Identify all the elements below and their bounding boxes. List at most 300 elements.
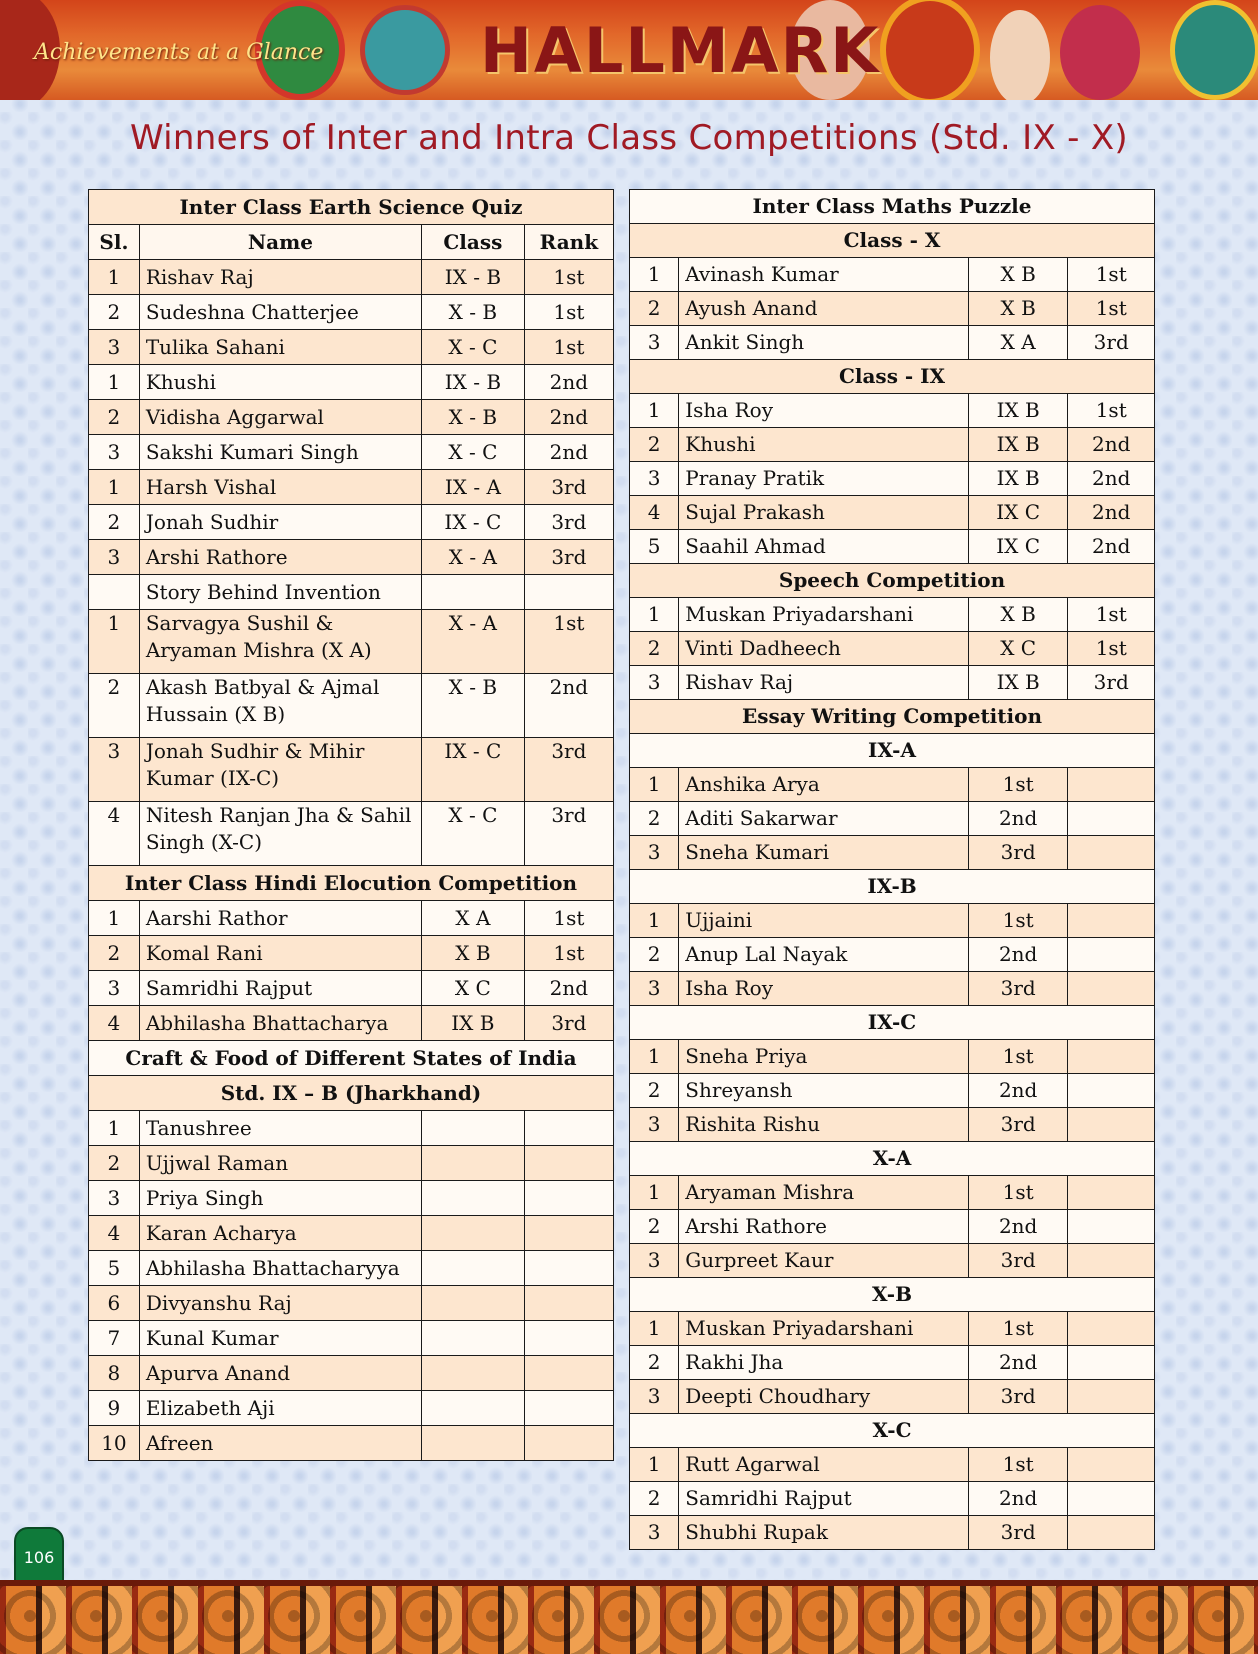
class-cell: IX - C	[422, 505, 525, 540]
name-cell: Vidisha Aggarwal	[139, 400, 421, 435]
rank-cell: 1st	[524, 260, 613, 295]
banner-art-goddess	[880, 0, 980, 100]
class-cell: X A	[968, 326, 1068, 360]
table-row	[89, 1111, 614, 1146]
name-cell: Rishav Raj	[679, 666, 969, 700]
serial-cell: 2	[630, 428, 679, 462]
rank-cell: 1st	[524, 610, 613, 674]
serial-cell: 3	[630, 1516, 679, 1550]
table-row	[89, 400, 614, 435]
section-title-hindi-elocution: Inter Class Hindi Elocution Competition	[89, 866, 614, 901]
section-header-row	[89, 1041, 614, 1076]
section-header-row	[89, 190, 614, 225]
empty-cell	[1068, 768, 1155, 802]
serial-cell: 2	[89, 674, 140, 738]
empty-cell	[524, 1321, 613, 1356]
group-header-row	[630, 734, 1155, 768]
class-cell: IX C	[968, 530, 1068, 564]
empty-cell	[1068, 1210, 1155, 1244]
serial-cell: 1	[89, 470, 140, 505]
banner-tagline: Achievements at a Glance	[34, 40, 324, 65]
rank-cell: 1st	[1068, 394, 1155, 428]
serial-cell: 8	[89, 1356, 140, 1391]
rank-cell: 2nd	[968, 1482, 1068, 1516]
rank-cell: 3rd	[968, 836, 1068, 870]
rank-cell: 1st	[524, 936, 613, 971]
rank-cell: 3rd	[524, 738, 613, 802]
table-row	[89, 330, 614, 365]
page-number: 106	[14, 1527, 64, 1585]
serial-cell: 4	[630, 496, 679, 530]
column-header-name: Name	[139, 225, 421, 260]
section-title-speech: Speech Competition	[630, 564, 1155, 598]
name-cell: Afreen	[139, 1426, 421, 1461]
serial-cell: 3	[89, 540, 140, 575]
serial-cell: 1	[630, 1176, 679, 1210]
rank-cell: 1st	[1068, 632, 1155, 666]
rank-cell: 1st	[968, 1448, 1068, 1482]
class-cell: IX B	[968, 462, 1068, 496]
empty-cell	[524, 575, 613, 610]
name-cell: Divyanshu Raj	[139, 1286, 421, 1321]
rank-cell: 3rd	[524, 1006, 613, 1041]
column-header-rank: Rank	[524, 225, 613, 260]
serial-cell: 2	[89, 295, 140, 330]
serial-cell: 5	[630, 530, 679, 564]
banner-art-dancer	[990, 10, 1050, 100]
serial-cell: 7	[89, 1321, 140, 1356]
group-label: IX-B	[630, 870, 1155, 904]
name-cell: Jonah Sudhir & Mihir Kumar (IX-C)	[139, 738, 421, 802]
rank-cell: 3rd	[524, 505, 613, 540]
section-header-row	[630, 700, 1155, 734]
table-row	[630, 1312, 1155, 1346]
name-cell: Ujjaini	[679, 904, 969, 938]
empty-cell	[1068, 1312, 1155, 1346]
rank-cell: 1st	[968, 1312, 1068, 1346]
section-header-row	[630, 190, 1155, 224]
empty-cell	[524, 1391, 613, 1426]
table-row	[630, 1244, 1155, 1278]
serial-cell: 1	[630, 1040, 679, 1074]
empty-cell	[422, 575, 525, 610]
name-cell: Aarshi Rathor	[139, 901, 421, 936]
table-row	[630, 496, 1155, 530]
table-row	[630, 1176, 1155, 1210]
class-cell: IX B	[968, 394, 1068, 428]
name-cell: Anshika Arya	[679, 768, 969, 802]
class-cell: X - B	[422, 295, 525, 330]
rank-cell: 1st	[1068, 598, 1155, 632]
empty-cell	[422, 1321, 525, 1356]
name-cell: Karan Acharya	[139, 1216, 421, 1251]
empty-cell	[524, 1216, 613, 1251]
banner-art-dancer-2	[1060, 5, 1140, 100]
name-cell: Muskan Priyadarshani	[679, 598, 969, 632]
serial-cell: 4	[89, 802, 140, 866]
rank-cell: 1st	[524, 295, 613, 330]
table-row	[89, 540, 614, 575]
empty-cell	[524, 1146, 613, 1181]
serial-cell: 2	[630, 292, 679, 326]
serial-cell: 3	[630, 836, 679, 870]
rank-cell: 1st	[968, 904, 1068, 938]
rank-cell: 1st	[524, 901, 613, 936]
serial-cell: 3	[89, 330, 140, 365]
name-cell: Apurva Anand	[139, 1356, 421, 1391]
table-row	[630, 598, 1155, 632]
table-row	[89, 802, 614, 866]
table-row	[630, 1346, 1155, 1380]
class-cell: X - C	[422, 330, 525, 365]
serial-cell: 1	[89, 610, 140, 674]
group-header-row	[630, 1142, 1155, 1176]
class-cell: X - C	[422, 802, 525, 866]
serial-cell: 3	[630, 462, 679, 496]
table-row	[89, 505, 614, 540]
rank-cell: 3rd	[1068, 326, 1155, 360]
table-row	[89, 435, 614, 470]
table-row	[89, 674, 614, 738]
name-cell: Ayush Anand	[679, 292, 969, 326]
table-row	[89, 365, 614, 400]
rank-cell: 1st	[968, 1176, 1068, 1210]
serial-cell: 2	[630, 802, 679, 836]
table-row	[89, 295, 614, 330]
name-cell: Jonah Sudhir	[139, 505, 421, 540]
serial-cell: 5	[89, 1251, 140, 1286]
class-cell: X - C	[422, 435, 525, 470]
name-cell: Priya Singh	[139, 1181, 421, 1216]
table-row	[89, 936, 614, 971]
right-results-table	[629, 189, 1155, 1550]
name-cell: Aditi Sakarwar	[679, 802, 969, 836]
left-results-table	[88, 189, 614, 1461]
rank-cell: 2nd	[524, 674, 613, 738]
name-cell: Aryaman Mishra	[679, 1176, 969, 1210]
rank-cell: 3rd	[524, 802, 613, 866]
footer-border-art	[0, 1580, 1258, 1654]
empty-cell	[1068, 1108, 1155, 1142]
serial-cell: 3	[89, 435, 140, 470]
name-cell: Nitesh Ranjan Jha & Sahil Singh (X-C)	[139, 802, 421, 866]
serial-cell: 10	[89, 1426, 140, 1461]
name-cell: Khushi	[679, 428, 969, 462]
page-title: Winners of Inter and Intra Class Competitions (Std. IX - X)	[129, 118, 1128, 158]
class-cell: IX - B	[422, 260, 525, 295]
group-header-row	[630, 1006, 1155, 1040]
empty-cell	[1068, 802, 1155, 836]
table-row	[630, 1108, 1155, 1142]
empty-cell	[524, 1356, 613, 1391]
table-row	[89, 1146, 614, 1181]
table-row	[630, 972, 1155, 1006]
rank-cell: 3rd	[524, 470, 613, 505]
empty-cell	[422, 1181, 525, 1216]
serial-cell: 2	[630, 1482, 679, 1516]
empty-cell	[1068, 1482, 1155, 1516]
section-title-maths-puzzle: Inter Class Maths Puzzle	[630, 190, 1155, 224]
name-cell: Arshi Rathore	[679, 1210, 969, 1244]
class-cell: IX C	[968, 496, 1068, 530]
serial-cell: 6	[89, 1286, 140, 1321]
table-row	[630, 258, 1155, 292]
name-cell: Abhilasha Bhattacharyya	[139, 1251, 421, 1286]
table-row	[89, 1006, 614, 1041]
group-header-row	[630, 1414, 1155, 1448]
empty-cell	[422, 1111, 525, 1146]
empty-cell	[1068, 1176, 1155, 1210]
serial-cell: 2	[89, 1146, 140, 1181]
empty-cell	[422, 1391, 525, 1426]
table-row	[630, 462, 1155, 496]
serial-cell: 1	[630, 904, 679, 938]
rank-cell: 2nd	[524, 365, 613, 400]
name-cell: Komal Rani	[139, 936, 421, 971]
serial-cell: 1	[630, 394, 679, 428]
empty-cell	[422, 1286, 525, 1321]
name-cell: Sujal Prakash	[679, 496, 969, 530]
table-row	[89, 738, 614, 802]
name-cell: Vinti Dadheech	[679, 632, 969, 666]
group-label: X-B	[630, 1278, 1155, 1312]
serial-cell: 9	[89, 1391, 140, 1426]
empty-cell	[1068, 938, 1155, 972]
table-row	[89, 470, 614, 505]
rank-cell: 3rd	[968, 1244, 1068, 1278]
serial-cell: 4	[89, 1216, 140, 1251]
class-cell: X B	[422, 936, 525, 971]
rank-cell: 2nd	[1068, 496, 1155, 530]
empty-cell	[1068, 1074, 1155, 1108]
rank-cell: 2nd	[524, 400, 613, 435]
banner-art-woman	[1170, 0, 1258, 100]
name-cell: Harsh Vishal	[139, 470, 421, 505]
empty-cell	[524, 1286, 613, 1321]
serial-cell: 1	[630, 258, 679, 292]
serial-cell: 3	[630, 1108, 679, 1142]
group-label: Class - IX	[630, 360, 1155, 394]
group-header-row	[630, 870, 1155, 904]
group-label: IX-A	[630, 734, 1155, 768]
name-cell: Isha Roy	[679, 394, 969, 428]
group-label: Class - X	[630, 224, 1155, 258]
name-cell: Samridhi Rajput	[679, 1482, 969, 1516]
serial-cell: 1	[630, 1448, 679, 1482]
empty-cell	[422, 1356, 525, 1391]
name-cell: Tanushree	[139, 1111, 421, 1146]
empty-cell	[524, 1111, 613, 1146]
empty-cell	[422, 1251, 525, 1286]
name-cell: Sneha Kumari	[679, 836, 969, 870]
table-row	[89, 901, 614, 936]
name-cell: Rishita Rishu	[679, 1108, 969, 1142]
name-cell: Abhilasha Bhattacharya	[139, 1006, 421, 1041]
table-row	[89, 610, 614, 674]
name-cell: Rutt Agarwal	[679, 1448, 969, 1482]
section-header-row	[89, 866, 614, 901]
table-row	[630, 1516, 1155, 1550]
empty-cell	[89, 575, 140, 610]
rank-cell: 3rd	[968, 1380, 1068, 1414]
banner-art-peacock	[360, 5, 450, 95]
empty-cell	[524, 1251, 613, 1286]
empty-cell	[1068, 1040, 1155, 1074]
table-row	[630, 836, 1155, 870]
column-header-row	[89, 225, 614, 260]
table-row	[630, 428, 1155, 462]
table-row	[89, 1251, 614, 1286]
class-cell: IX B	[968, 666, 1068, 700]
table-row	[630, 326, 1155, 360]
section-title-essay: Essay Writing Competition	[630, 700, 1155, 734]
empty-cell	[1068, 1346, 1155, 1380]
rank-cell: 1st	[1068, 258, 1155, 292]
table-row	[630, 1482, 1155, 1516]
empty-cell	[524, 1426, 613, 1461]
empty-cell	[1068, 1380, 1155, 1414]
empty-cell	[422, 1216, 525, 1251]
serial-cell: 1	[630, 598, 679, 632]
table-row	[89, 1181, 614, 1216]
table-row	[630, 1040, 1155, 1074]
table-row	[89, 1216, 614, 1251]
rank-cell: 2nd	[968, 802, 1068, 836]
class-cell: IX - A	[422, 470, 525, 505]
name-cell: Khushi	[139, 365, 421, 400]
serial-cell: 2	[630, 1074, 679, 1108]
name-cell: Isha Roy	[679, 972, 969, 1006]
class-cell: X B	[968, 292, 1068, 326]
class-cell: X C	[422, 971, 525, 1006]
serial-cell: 1	[630, 1312, 679, 1346]
column-header-sl: Sl.	[89, 225, 140, 260]
section-header-row	[630, 564, 1155, 598]
class-cell: IX - B	[422, 365, 525, 400]
class-cell: X C	[968, 632, 1068, 666]
empty-cell	[1068, 972, 1155, 1006]
empty-cell	[1068, 1448, 1155, 1482]
rank-cell: 2nd	[968, 1074, 1068, 1108]
section-title-earth-science: Inter Class Earth Science Quiz	[89, 190, 614, 225]
table-row	[89, 1391, 614, 1426]
name-cell: Arshi Rathore	[139, 540, 421, 575]
table-row	[89, 1356, 614, 1391]
serial-cell: 4	[89, 1006, 140, 1041]
table-row	[89, 1286, 614, 1321]
table-row	[630, 530, 1155, 564]
name-cell: Akash Batbyal & Ajmal Hussain (X B)	[139, 674, 421, 738]
serial-cell: 2	[630, 1346, 679, 1380]
serial-cell: 3	[630, 972, 679, 1006]
serial-cell: 1	[89, 901, 140, 936]
table-row	[630, 1380, 1155, 1414]
table-row	[89, 260, 614, 295]
section-subtitle-jharkhand: Std. IX – B (Jharkhand)	[89, 1076, 614, 1111]
rank-cell: 1st	[968, 1040, 1068, 1074]
group-header-row	[630, 360, 1155, 394]
section-title-story-invention: Story Behind Invention	[139, 575, 421, 610]
name-cell: Muskan Priyadarshani	[679, 1312, 969, 1346]
table-row	[630, 904, 1155, 938]
serial-cell: 3	[630, 326, 679, 360]
name-cell: Saahil Ahmad	[679, 530, 969, 564]
empty-cell	[422, 1146, 525, 1181]
empty-cell	[1068, 836, 1155, 870]
name-cell: Anup Lal Nayak	[679, 938, 969, 972]
class-cell: X - B	[422, 674, 525, 738]
rank-cell: 2nd	[968, 1346, 1068, 1380]
name-cell: Shreyansh	[679, 1074, 969, 1108]
table-row	[630, 1210, 1155, 1244]
empty-cell	[422, 1426, 525, 1461]
name-cell: Ujjwal Raman	[139, 1146, 421, 1181]
serial-cell: 2	[630, 632, 679, 666]
rank-cell: 2nd	[1068, 462, 1155, 496]
section-label-row	[89, 575, 614, 610]
group-header-row	[630, 224, 1155, 258]
name-cell: Samridhi Rajput	[139, 971, 421, 1006]
serial-cell: 2	[89, 505, 140, 540]
serial-cell: 1	[89, 365, 140, 400]
name-cell: Kunal Kumar	[139, 1321, 421, 1356]
table-row	[630, 292, 1155, 326]
serial-cell: 3	[630, 1244, 679, 1278]
class-cell: IX B	[968, 428, 1068, 462]
table-row	[89, 1321, 614, 1356]
rank-cell: 3rd	[968, 1516, 1068, 1550]
table-row	[89, 1426, 614, 1461]
group-label: X-C	[630, 1414, 1155, 1448]
class-cell: IX - C	[422, 738, 525, 802]
table-row	[630, 1448, 1155, 1482]
serial-cell: 1	[89, 1111, 140, 1146]
serial-cell: 3	[89, 1181, 140, 1216]
table-row	[630, 938, 1155, 972]
rank-cell: 2nd	[968, 1210, 1068, 1244]
group-label: X-A	[630, 1142, 1155, 1176]
rank-cell: 3rd	[968, 1108, 1068, 1142]
serial-cell: 2	[630, 938, 679, 972]
name-cell: Elizabeth Aji	[139, 1391, 421, 1426]
rank-cell: 1st	[1068, 292, 1155, 326]
serial-cell: 2	[89, 400, 140, 435]
class-cell: X - A	[422, 610, 525, 674]
table-row	[630, 768, 1155, 802]
empty-cell	[1068, 1516, 1155, 1550]
class-cell: X B	[968, 598, 1068, 632]
name-cell: Sudeshna Chatterjee	[139, 295, 421, 330]
class-cell: IX B	[422, 1006, 525, 1041]
serial-cell: 2	[89, 936, 140, 971]
name-cell: Ankit Singh	[679, 326, 969, 360]
rank-cell: 1st	[524, 330, 613, 365]
name-cell: Shubhi Rupak	[679, 1516, 969, 1550]
serial-cell: 3	[630, 1380, 679, 1414]
serial-cell: 1	[630, 768, 679, 802]
empty-cell	[524, 1181, 613, 1216]
serial-cell: 3	[89, 971, 140, 1006]
class-cell: X - B	[422, 400, 525, 435]
rank-cell: 2nd	[524, 435, 613, 470]
class-cell: X A	[422, 901, 525, 936]
empty-cell	[1068, 1244, 1155, 1278]
rank-cell: 2nd	[968, 938, 1068, 972]
serial-cell: 2	[630, 1210, 679, 1244]
rank-cell: 1st	[968, 768, 1068, 802]
column-header-class: Class	[422, 225, 525, 260]
name-cell: Sarvagya Sushil & Aryaman Mishra (X A)	[139, 610, 421, 674]
